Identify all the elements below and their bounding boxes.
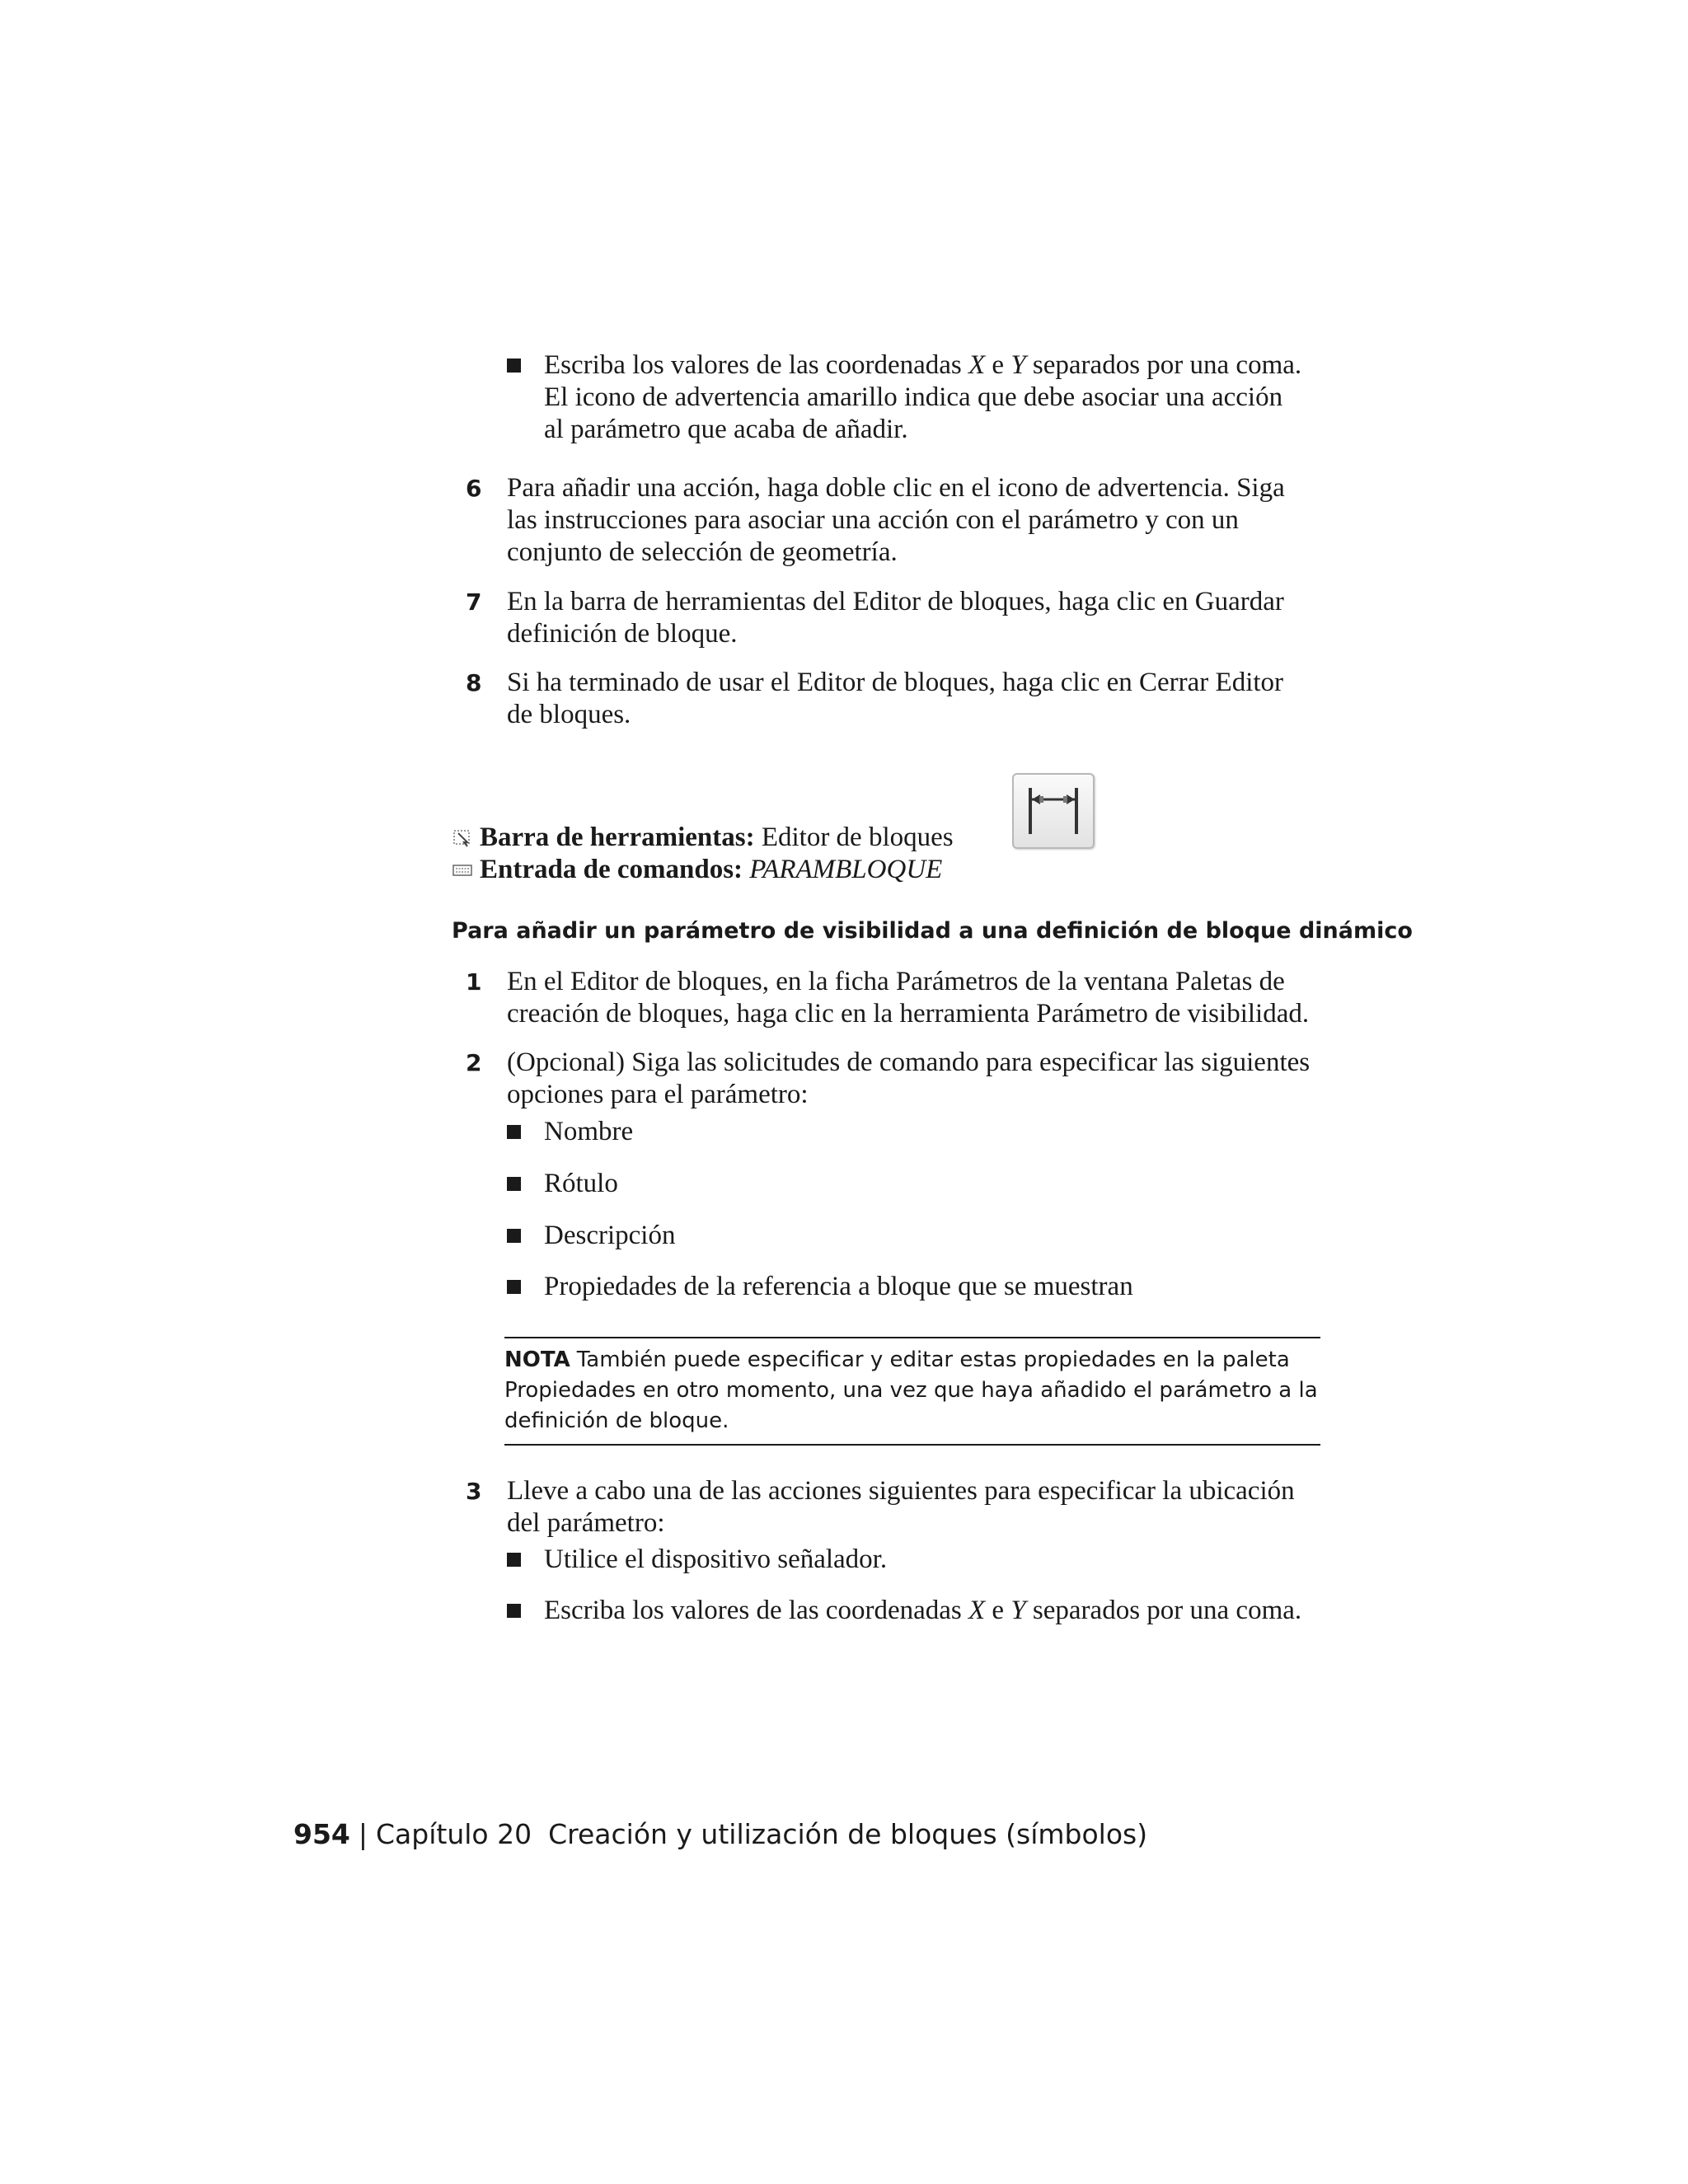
- note-text: NOTA También puede especificar y editar estas propiedades en la paleta Propiedades en otro momento, una vez que haya añadido el parámetro a la definición de bloque.: [504, 1347, 1318, 1433]
- keyboard-icon: [452, 859, 473, 880]
- chapter-title: Creación y utilización de bloques (símbolos): [548, 1818, 1148, 1850]
- step-6: [466, 472, 1339, 571]
- note-box: [504, 1337, 1320, 1446]
- command-reference-value: PARAMBLOQUE: [749, 855, 943, 884]
- step-number: 1: [466, 968, 482, 996]
- linear-parameter-icon: [1014, 775, 1093, 847]
- bullet-item-coordinates: [507, 349, 1331, 448]
- bullet-text: Propiedades de la referencia a bloque que se muestran: [544, 1272, 1133, 1301]
- bullet-text: Descripción: [544, 1221, 676, 1250]
- bullet-square-icon: [507, 1604, 521, 1618]
- bullet-text: Escriba los valores de las coordenadas X e Y separados por una coma. El icono de advertencia amarillo indica que debe asociar una acción al parámetro que acaba de añadir.: [544, 350, 1302, 444]
- toolbar-reference-label: Barra de herramientas:: [480, 823, 755, 852]
- command-reference: [452, 854, 942, 886]
- linear-parameter-tool-button: [1012, 773, 1095, 849]
- step-number: 8: [466, 669, 482, 696]
- bullet-item-rotulo: [507, 1168, 1331, 1201]
- bullet-square-icon: [507, 359, 521, 373]
- step-text: Para añadir una acción, haga doble clic en el icono de advertencia. Siga las instrucciones para asociar una acción con el parámetro y con un conjunto de selección de geometría.: [507, 473, 1285, 567]
- bullet-text: Nombre: [544, 1117, 634, 1146]
- step-number: 6: [466, 475, 482, 502]
- page-number: 954: [293, 1818, 350, 1850]
- bullet-item-nombre: [507, 1116, 1331, 1149]
- toolbar-reference: [452, 822, 954, 854]
- step-number: 7: [466, 588, 482, 616]
- step-text: Si ha terminado de usar el Editor de bloques, haga clic en Cerrar Editor de bloques.: [507, 668, 1284, 729]
- command-reference-label: Entrada de comandos:: [480, 855, 743, 884]
- page-footer: [293, 1818, 1147, 1851]
- section-heading: Para añadir un parámetro de visibilidad a una definición de bloque dinámico: [452, 918, 1413, 944]
- bullet-text: Utilice el dispositivo señalador.: [544, 1544, 888, 1574]
- toolbar-reference-value: Editor de bloques: [754, 823, 954, 852]
- bullet-item-coordenadas: [507, 1595, 1331, 1628]
- bullet-text: Escriba los valores de las coordenadas X e Y separados por una coma.: [544, 1596, 1302, 1625]
- step-text: Lleve a cabo una de las acciones siguientes para especificar la ubicación del parámetro:: [507, 1476, 1295, 1538]
- bullet-text: Rótulo: [544, 1169, 618, 1198]
- bullet-item-dispositivo: [507, 1544, 1331, 1577]
- bullet-square-icon: [507, 1280, 521, 1294]
- bullet-item-descripcion: [507, 1220, 1331, 1253]
- step-number: 3: [466, 1478, 482, 1505]
- chapter-label: Capítulo 20: [376, 1818, 532, 1850]
- step-2: [466, 1047, 1339, 1113]
- step-number: 2: [466, 1049, 482, 1076]
- step-7: [466, 586, 1339, 652]
- bullet-square-icon: [507, 1177, 521, 1191]
- bullet-square-icon: [507, 1229, 521, 1243]
- bullet-item-propiedades: [507, 1271, 1331, 1304]
- bullet-square-icon: [507, 1125, 521, 1139]
- step-text: En la barra de herramientas del Editor de bloques, haga clic en Guardar definición de bloque.: [507, 587, 1284, 649]
- step-1: [466, 966, 1339, 1032]
- step-text: En el Editor de bloques, en la ficha Parámetros de la ventana Paletas de creación de bloques, haga clic en la herramienta Parámetro de visibilidad.: [507, 967, 1310, 1029]
- step-8: [466, 667, 1339, 733]
- step-3: [466, 1475, 1339, 1541]
- step-text: (Opcional) Siga las solicitudes de comando para especificar las siguientes opciones para el parámetro:: [507, 1047, 1311, 1109]
- note-label: NOTA: [504, 1347, 570, 1372]
- bullet-square-icon: [507, 1553, 521, 1567]
- footer-separator: |: [358, 1818, 368, 1850]
- toolbar-icon: [452, 827, 473, 848]
